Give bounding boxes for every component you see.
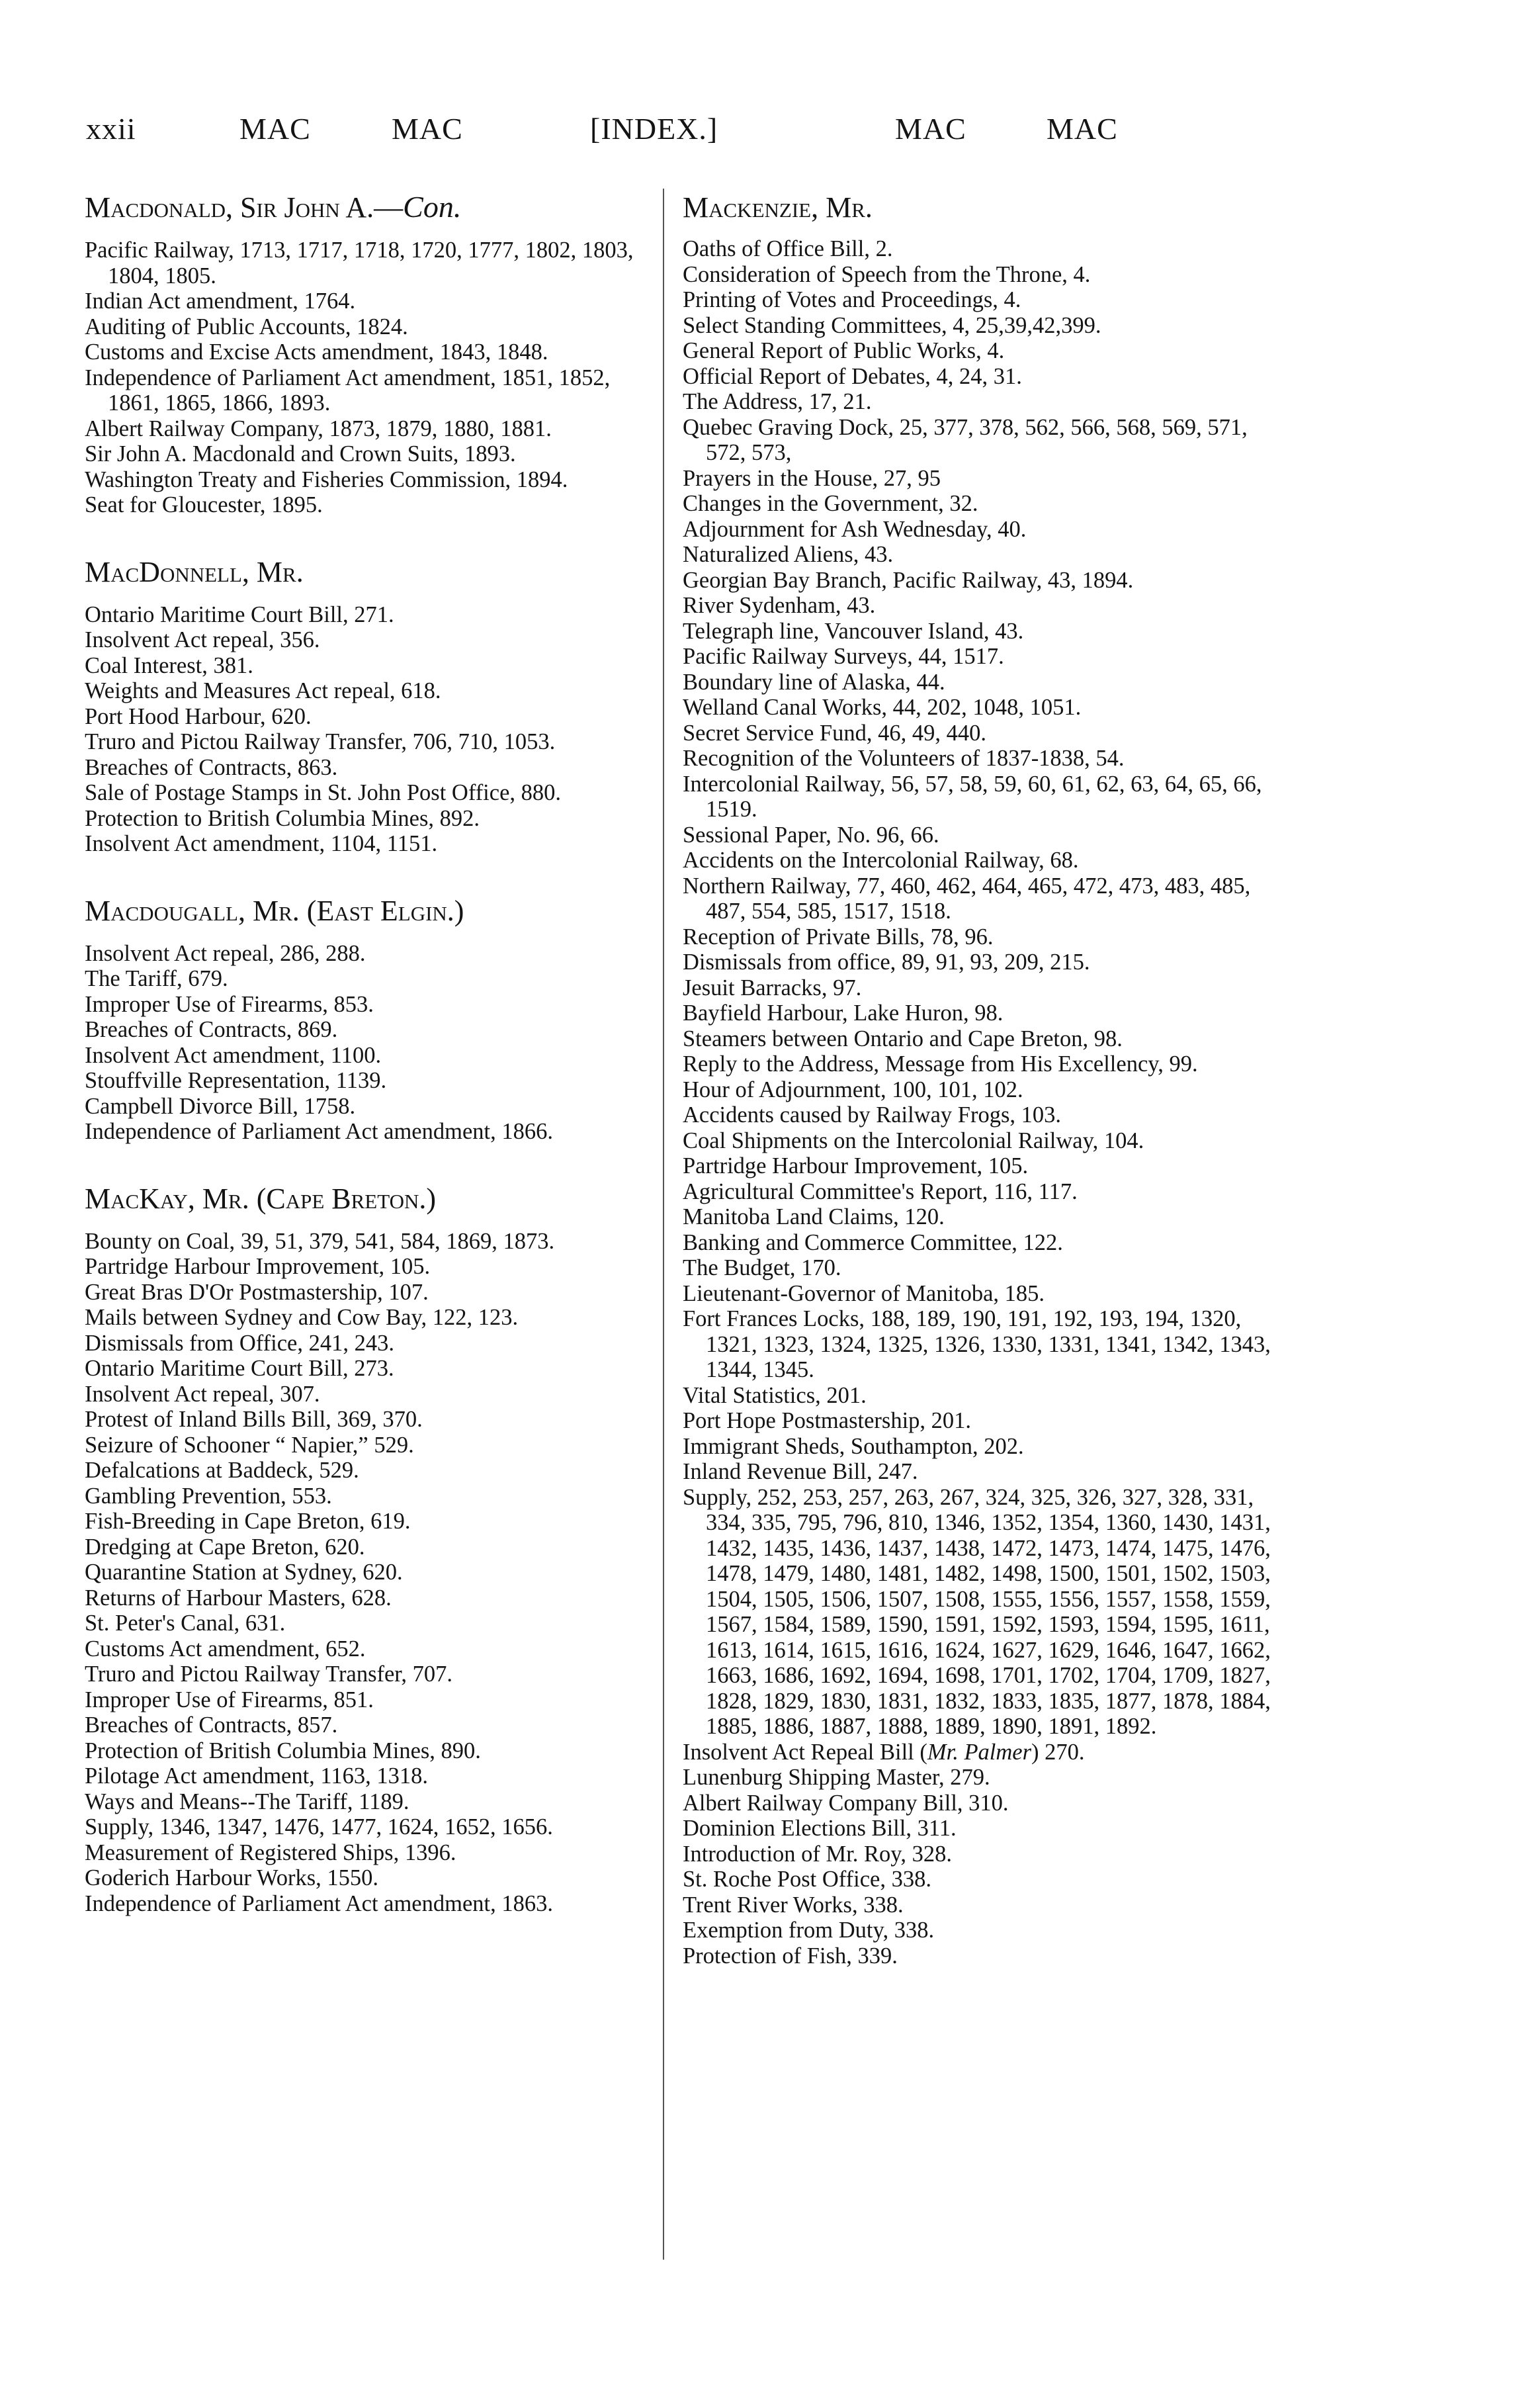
index-entry: Welland Canal Works, 44, 202, 1048, 1051. [683,695,1082,720]
index-entry: Ontario Maritime Court Bill, 271. [85,601,394,627]
index-entry: Sessional Paper, No. 96, 66. [683,822,939,848]
index-entry: Weights and Measures Act repeal, 618. [85,678,441,703]
index-section [683,187,1285,1969]
index-entry: Lieutenant-Governor of Manitoba, 185. [683,1280,1045,1306]
index-entry: Oaths of Office Bill, 2. [683,236,893,261]
index-entry: Dismissals from office, 89, 91, 93, 209, 215. [683,950,1090,975]
heading-name: MacKay, Mr. (Cape Breton.) [85,1182,437,1215]
index-entry: Boundary line of Alaska, 44. [683,669,945,695]
index-entry: Ontario Maritime Court Bill, 273. [85,1356,394,1381]
index-entry: Bayfield Harbour, Lake Huron, 98. [683,1000,1004,1026]
index-entry: Truro and Pictou Railway Transfer, 707. [85,1662,453,1687]
index-entry: Protection of Fish, 339. [683,1943,898,1969]
index-entry: Independence of Parliament Act amendment, 1866. [85,1119,553,1144]
index-entry: Jesuit Barracks, 97. [683,975,862,1000]
index-entry: Auditing of Public Accounts, 1824. [85,314,408,339]
index-entry: Fort Frances Locks, 188, 189, 190, 191, 192, 193, 194, 1320, 1321, 1323, 1324, 1325, 1326, 1330, 1331, 1341, 1342, 1343, 1344, 1345. [683,1306,1271,1382]
index-entry: Stouffville Representation, 1139. [85,1068,387,1093]
index-entry: Great Bras D'Or Postmastership, 107. [85,1279,429,1305]
index-entry: Insolvent Act repeal, 286, 288. [85,940,366,966]
index-entry: Port Hood Harbour, 620. [85,703,312,729]
index-entry: General Report of Public Works, 4. [683,338,1005,363]
index-entry: Quebec Graving Dock, 25, 377, 378, 562, 566, 568, 569, 571, 572, 573, [683,414,1248,465]
index-entry: Introduction of Mr. Roy, 328. [683,1841,952,1867]
header-guide-word: MAC [1047,112,1118,146]
index-entry: Partridge Harbour Improvement, 105. [85,1254,431,1279]
entry-text: ) 270. [1031,1739,1085,1765]
index-entry: Adjournment for Ash Wednesday, 40. [683,516,1027,542]
index-entry: Vital Statistics, 201. [683,1382,867,1408]
index-entry: The Address, 17, 21. [683,389,872,414]
index-column-left [85,187,654,1916]
index-entry: Insolvent Act amendment, 1100. [85,1042,382,1068]
index-entry: Pilotage Act amendment, 1163, 1318. [85,1763,429,1789]
index-entry: St. Roche Post Office, 338. [683,1867,931,1892]
index-entry: Immigrant Sheds, Southampton, 202. [683,1433,1024,1459]
header-guide-word: MAC [392,112,463,146]
index-entry: Customs and Excise Acts amendment, 1843, 1848. [85,339,548,365]
index-entry: Trent River Works, 338. [683,1892,904,1918]
index-entry: Sir John A. Macdonald and Crown Suits, 1893. [85,441,516,466]
index-entry: Breaches of Contracts, 863. [85,754,338,780]
index-entry: Indian Act amendment, 1764. [85,288,356,314]
index-entry: Independence of Parliament Act amendment, 1851, 1852, 1861, 1865, 1866, 1893. [85,365,611,416]
index-entry: Naturalized Aliens, 43. [683,542,894,567]
index-section [85,551,654,857]
index-entry: Intercolonial Railway, 56, 57, 58, 59, 60, 61, 62, 63, 64, 65, 66, 1519. [683,771,1262,822]
index-entry: Banking and Commerce Committee, 122. [683,1229,1063,1255]
index-entry: Customs Act amendment, 652. [85,1636,366,1662]
section-heading [683,187,1285,228]
index-entry: Georgian Bay Branch, Pacific Railway, 43, 1894. [683,567,1134,593]
index-entry: Prayers in the House, 27, 95 [683,465,941,491]
page-number: xxii [86,112,136,146]
index-entry: Quarantine Station at Sydney, 620. [85,1560,403,1585]
index-entry: Port Hope Postmastership, 201. [683,1408,972,1433]
heading-name: Macdonald, Sir John A.— [85,191,404,224]
index-section [85,1178,654,1917]
index-entry: Pacific Railway Surveys, 44, 1517. [683,644,1004,669]
column-divider [663,189,664,2260]
section-heading [85,890,654,932]
index-entry: The Budget, 170. [683,1255,841,1280]
index-entry: Changes in the Government, 32. [683,491,978,516]
index-entry: Manitoba Land Claims, 120. [683,1204,945,1229]
running-header [86,111,1409,164]
index-entry: Consideration of Speech from the Throne, 4. [683,261,1091,287]
index-entry: Mails between Sydney and Cow Bay, 122, 123. [85,1305,519,1330]
entry-text: Insolvent Act Repeal Bill ( [683,1739,927,1765]
index-entry: Pacific Railway, 1713, 1717, 1718, 1720, 1777, 1802, 1803, 1804, 1805. [85,238,634,288]
index-entry: Steamers between Ontario and Cape Breton, 98. [683,1026,1123,1051]
index-entry: Truro and Pictou Railway Transfer, 706, 710, 1053. [85,729,556,754]
index-section [85,187,654,518]
heading-continued-label: Con. [403,190,462,224]
index-entry: Agricultural Committee's Report, 116, 117. [683,1178,1078,1204]
entry-member-name: Mr. Palmer [927,1739,1032,1765]
index-entry: River Sydenham, 43. [683,593,876,618]
index-entry: Supply, 252, 253, 257, 263, 267, 324, 325, 326, 327, 328, 331, 334, 335, 795, 796, 810, 1346, 1352, 1354, 1360, 1430, 1431, 1432, 1435, 1436, 1437, 1438, 1472, 1473, 1474, 1475, 1476, 1478, 1479, 1480, 1481, 1482, 1498, 1500, 1501, 1502, 1503, 1504, 1505, 1506, 1507, 1508, 1555, 1556, 1557, 1558, 1559, 1567, 1584, 1589, 1590, 1591, 1592, 1593, 1594, 1595, 1611, 1613, 1614, 1615, 1616, 1624, 1627, 1629, 1646, 1647, 1662, 1663, 1686, 1692, 1694, 1698, 1701, 1702, 1704, 1709, 1827, 1828, 1829, 1830, 1831, 1832, 1833, 1835, 1877, 1878, 1884, 1885, 1886, 1887, 1888, 1889, 1890, 1891, 1892. [683,1484,1271,1739]
index-entry: Hour of Adjournment, 100, 101, 102. [683,1077,1023,1102]
index-entry: Insolvent Act repeal, 356. [85,627,320,652]
index-entry: Dismissals from Office, 241, 243. [85,1330,394,1356]
index-entry: Telegraph line, Vancouver Island, 43. [683,618,1024,644]
heading-name: Macdougall, Mr. (East Elgin.) [85,894,464,927]
section-heading [85,187,654,228]
index-entry: Insolvent Act amendment, 1104, 1151. [85,831,438,856]
index-section [85,890,654,1145]
index-entry: Improper Use of Firearms, 853. [85,991,374,1017]
index-entry: Coal Shipments on the Intercolonial Railway, 104. [683,1128,1144,1153]
index-entry: Secret Service Fund, 46, 49, 440. [683,720,986,746]
index-entry: Select Standing Committees, 4, 25,39,42,399. [683,312,1101,338]
index-entry: Accidents on the Intercolonial Railway, 68. [683,848,1079,873]
header-section-label: [INDEX.] [590,112,718,146]
index-entry: Protest of Inland Bills Bill, 369, 370. [85,1407,423,1432]
index-entry: Improper Use of Firearms, 851. [85,1687,374,1712]
index-entry: Ways and Means--The Tariff, 1189. [85,1789,409,1814]
index-entry: Lunenburg Shipping Master, 279. [683,1765,990,1790]
index-entry: Official Report of Debates, 4, 24, 31. [683,363,1022,389]
index-entry: Washington Treaty and Fisheries Commission, 1894. [85,466,568,492]
index-entry: Campbell Divorce Bill, 1758. [85,1093,356,1119]
index-entry: Bounty on Coal, 39, 51, 379, 541, 584, 1869, 1873. [85,1228,555,1254]
index-entry: Defalcations at Baddeck, 529. [85,1458,359,1483]
index-entry: Fish-Breeding in Cape Breton, 619. [85,1509,411,1534]
index-entry: Supply, 1346, 1347, 1476, 1477, 1624, 1652, 1656. [85,1814,553,1840]
index-entry: Protection to British Columbia Mines, 892. [85,805,480,831]
heading-name: MacDonnell, Mr. [85,555,304,588]
index-entry: Inland Revenue Bill, 247. [683,1459,918,1484]
index-entry: Insolvent Act repeal, 307. [85,1381,320,1407]
index-entry: Returns of Harbour Masters, 628. [85,1585,392,1611]
header-guide-word: MAC [239,112,311,146]
index-column-right [683,187,1285,1969]
index-entry: Breaches of Contracts, 857. [85,1712,338,1738]
index-entry: Reply to the Address, Message from His Excellency, 99. [683,1051,1198,1077]
section-heading [85,551,654,593]
index-entry: Recognition of the Volunteers of 1837-1838, 54. [683,746,1125,771]
index-entry: Dredging at Cape Breton, 620. [85,1534,365,1560]
index-entry: Dominion Elections Bill, 311. [683,1816,957,1841]
index-entry: Northern Railway, 77, 460, 462, 464, 465, 472, 473, 483, 485, 487, 554, 585, 1517, 1518. [683,873,1251,924]
index-entry: Protection of British Columbia Mines, 890. [85,1738,481,1763]
index-entry: The Tariff, 679. [85,966,228,991]
index-entry: Partridge Harbour Improvement, 105. [683,1153,1029,1178]
section-heading [85,1178,654,1219]
index-entry: Seat for Gloucester, 1895. [85,492,323,517]
heading-name: Mackenzie, Mr. [683,191,873,224]
index-entry: Printing of Votes and Proceedings, 4. [683,287,1021,312]
index-entry: St. Peter's Canal, 631. [85,1611,286,1636]
index-entry: Accidents caused by Railway Frogs, 103. [683,1102,1062,1128]
index-entry: Reception of Private Bills, 78, 96. [683,924,994,950]
index-entry: Sale of Postage Stamps in St. John Post Office, 880. [85,780,562,805]
index-entry: Albert Railway Company Bill, 310. [683,1790,1009,1816]
index-entry: Seizure of Schooner “ Napier,” 529. [85,1432,414,1458]
index-entry: Gambling Prevention, 553. [85,1483,332,1509]
index-entry: Goderich Harbour Works, 1550. [85,1865,379,1890]
index-entry [683,1740,1285,1765]
header-guide-word: MAC [895,112,966,146]
index-entry: Exemption from Duty, 338. [683,1918,935,1943]
index-entry: Independence of Parliament Act amendment, 1863. [85,1890,553,1916]
index-entry: Albert Railway Company, 1873, 1879, 1880, 1881. [85,416,552,441]
index-entry: Breaches of Contracts, 869. [85,1017,338,1042]
index-entry: Coal Interest, 381. [85,652,253,678]
index-entry: Measurement of Registered Ships, 1396. [85,1840,456,1865]
